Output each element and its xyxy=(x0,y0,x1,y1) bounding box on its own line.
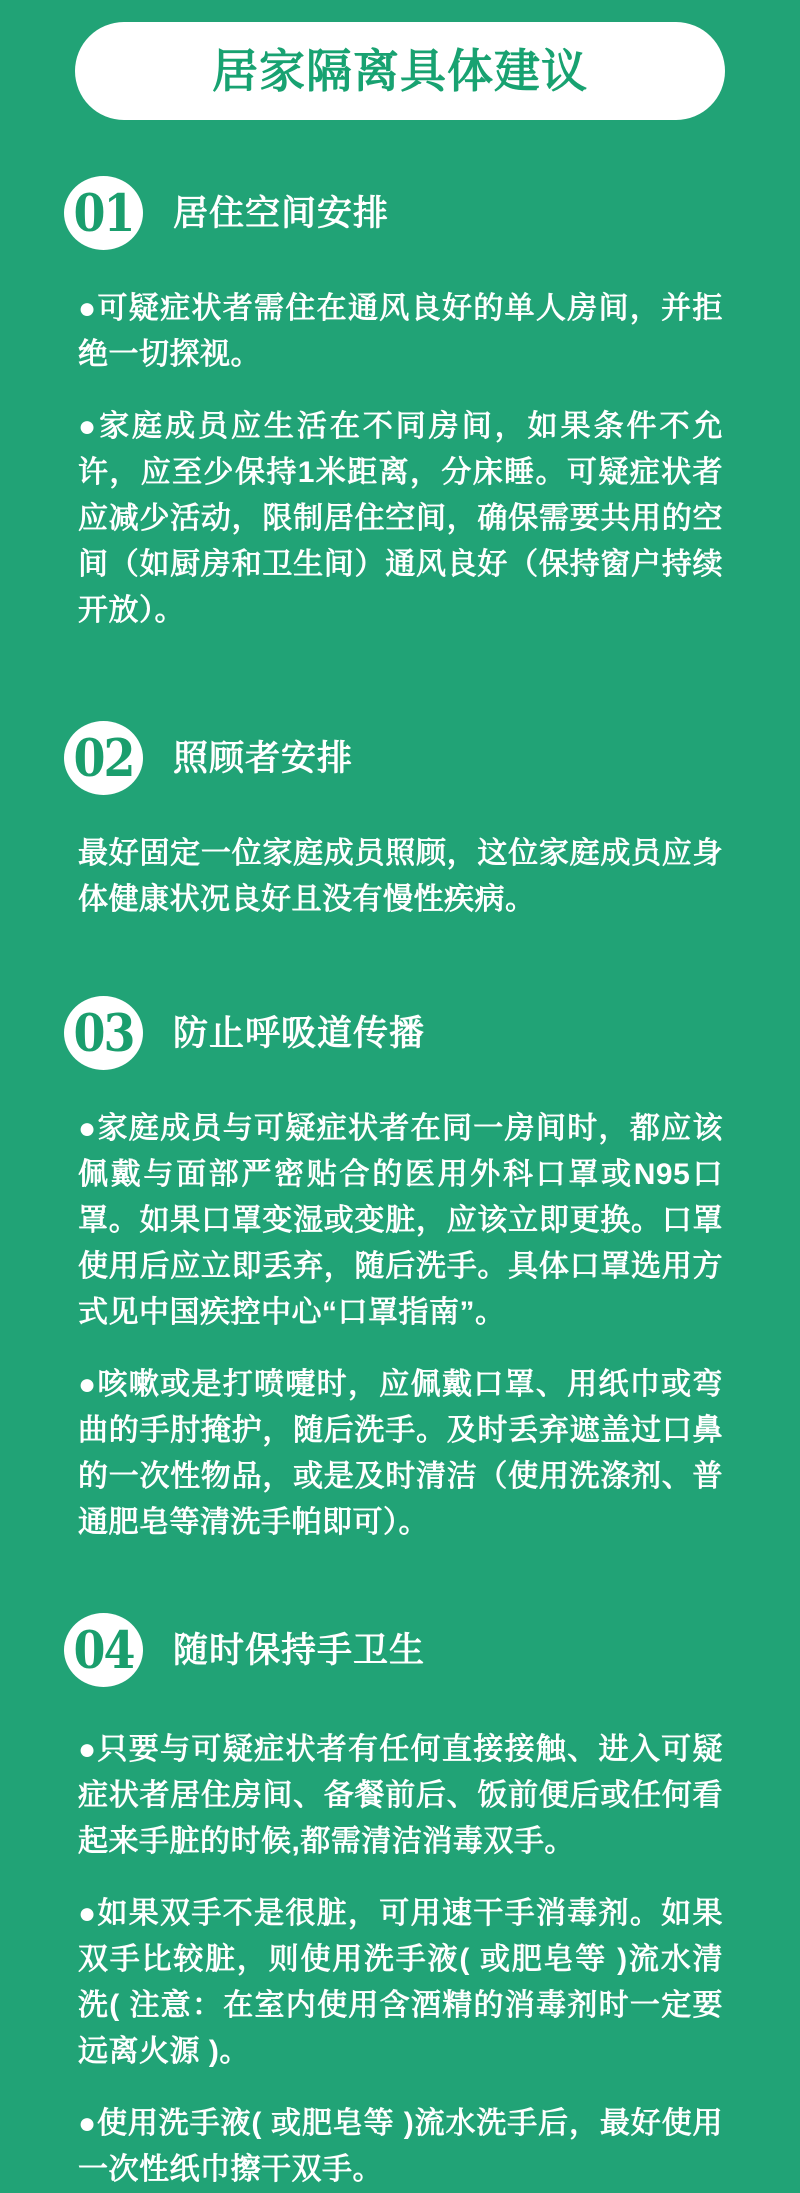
section-body-3 xyxy=(78,1106,723,1546)
section-body-2 xyxy=(78,831,723,923)
section-number-badge xyxy=(64,176,143,250)
section-number-badge xyxy=(64,721,143,795)
section-heading: 防止呼吸道传播 xyxy=(173,1013,426,1053)
section-number-badge xyxy=(64,1613,143,1687)
section-number: 02 xyxy=(73,727,134,789)
section-paragraph: ●使用洗手液( 或肥皂等 )流水洗手后，最好使用一次性纸巾擦干双手。 xyxy=(78,2107,723,2186)
section-heading: 随时保持手卫生 xyxy=(173,1630,426,1670)
section-heading: 居住空间安排 xyxy=(173,193,390,233)
section-paragraph: ●只要与可疑症状者有任何直接接触、进入可疑症状者居住房间、备餐前后、饭前便后或任何看起来手脏的时候,都需清洁消毒双手。 xyxy=(78,1733,723,1858)
section-paragraph: ●家庭成员应生活在不同房间，如果条件不允许，应至少保持1米距离，分床睡。可疑症状者应减少活动，限制居住空间，确保需要共用的空间（如厨房和卫生间）通风良好（保持窗户持续开放）。 xyxy=(78,410,723,627)
section-header-2 xyxy=(64,721,800,795)
section-body-1 xyxy=(78,286,723,634)
section-number-badge xyxy=(64,996,143,1070)
section-paragraph: ●咳嗽或是打喷嚏时，应佩戴口罩、用纸巾或弯曲的手肘掩护，随后洗手。及时丢弃遮盖过口鼻的一次性物品，或是及时清洁（使用洗涤剂、普通肥皂等清洗手帕即可）。 xyxy=(78,1368,723,1539)
section-paragraph: ●如果双手不是很脏，可用速干手消毒剂。如果双手比较脏，则使用洗手液( 或肥皂等 )流水清洗( 注意：在室内使用含酒精的消毒剂时一定要远离火源 )。 xyxy=(78,1897,723,2068)
page-title: 居家隔离具体建议 xyxy=(212,45,588,97)
section-paragraph: ●可疑症状者需住在通风良好的单人房间，并拒绝一切探视。 xyxy=(78,292,723,371)
section-number: 01 xyxy=(73,182,134,244)
section-header-1 xyxy=(64,176,800,250)
poster-background xyxy=(0,22,800,2186)
section-paragraph: 最好固定一位家庭成员照顾，这位家庭成员应身体健康状况良好且没有慢性疾病。 xyxy=(78,837,723,916)
section-number: 03 xyxy=(73,1002,134,1064)
section-header-3 xyxy=(64,996,800,1070)
section-header-4 xyxy=(64,1613,800,1687)
section-heading: 照顾者安排 xyxy=(173,738,354,778)
section-paragraph: ●家庭成员与可疑症状者在同一房间时，都应该佩戴与面部严密贴合的医用外科口罩或N95口罩。如果口罩变湿或变脏，应该立即更换。口罩使用后应立即丢弃，随后洗手。具体口罩选用方式见中国疾控中心“口罩指南”。 xyxy=(78,1112,723,1329)
title-banner xyxy=(75,22,725,120)
section-number: 04 xyxy=(73,1619,134,1681)
section-body-4 xyxy=(78,1727,723,2193)
